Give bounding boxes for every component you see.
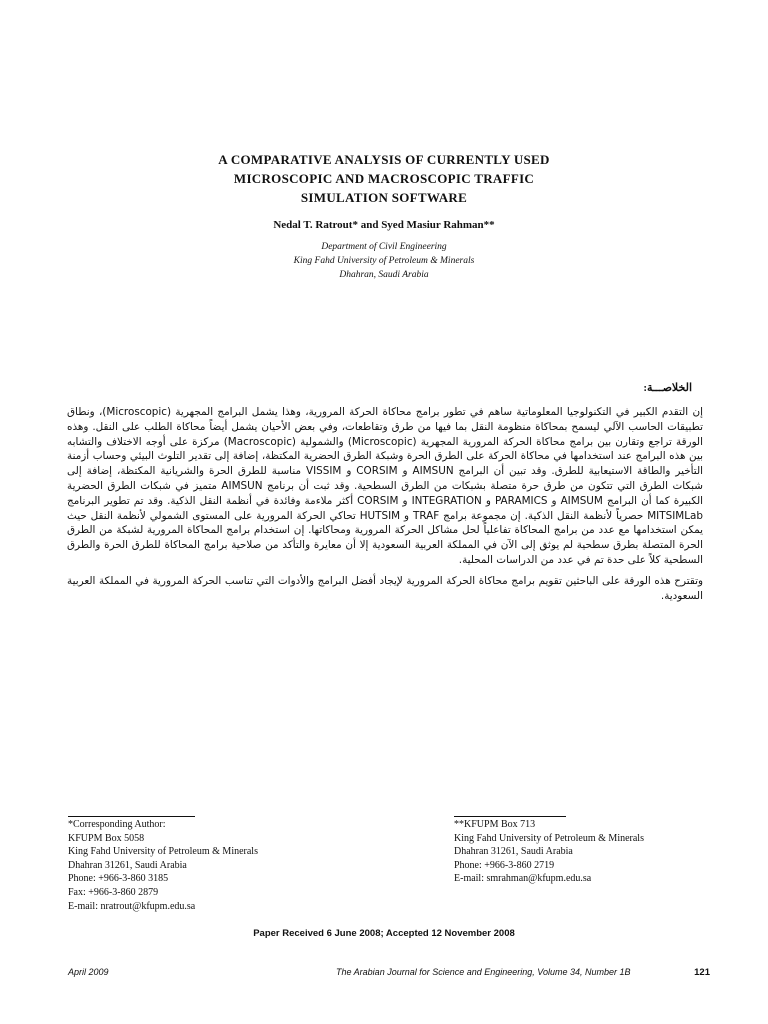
affiliation-department: Department of Civil Engineering bbox=[321, 242, 447, 252]
author-list: Nedal T. Ratrout* and Syed Masiur Rahman** bbox=[273, 219, 495, 231]
affiliation bbox=[0, 240, 768, 282]
corresponding-author-contact bbox=[68, 818, 258, 913]
abstract-heading: الخلاصـــة: bbox=[643, 382, 692, 394]
title-line-1: A COMPARATIVE ANALYSIS OF CURRENTLY USED bbox=[218, 152, 550, 167]
corresponding-author-city: Dhahran 31261, Saudi Arabia bbox=[68, 859, 187, 871]
affiliation-university: King Fahd University of Petroleum & Minerals bbox=[293, 256, 475, 266]
affiliation-location: Dhahran, Saudi Arabia bbox=[339, 270, 429, 280]
corresponding-author-box: KFUPM Box 5058 bbox=[68, 832, 145, 844]
second-author-phone: Phone: +966-3-860 2719 bbox=[454, 859, 555, 871]
second-author-box: **KFUPM Box 713 bbox=[454, 819, 536, 830]
title-line-2: MICROSCOPIC AND MACROSCOPIC TRAFFIC bbox=[233, 171, 535, 186]
paper-title bbox=[120, 150, 648, 207]
second-author-city: Dhahran 31261, Saudi Arabia bbox=[454, 846, 573, 858]
footer-date: April 2009 bbox=[68, 967, 109, 977]
abstract-paragraph-1: إن التقدم الكبير في التكنولوجيا المعلوماتية ساهم في تطور برامج محاكاة الحركة المرورية، وهذا يشمل البرامج المجهرية (Microscopic)، ونطاق تطبيقات الحاسب الآلي ليسمح بمحاكاة منظومة النقل بما فيها من طرق وتقاطعات، وفي بعض الأحيان يشمل أيضاً محاكاة الطلب على النقل. وهذه الورقة تراجع وتقارن بين برامج محاكاة الحركة المرورية المجهرية (Microscopic) والشمولية (Macroscopic) مركزة على أوجه الاختلاف والتشابه بين هذه البرامج عند استخدامها في محاكاة الحركة على الطرق الحرة وشبكة الطرق الحضرية المكتظة، إضافة إلى تقدير التلوث البيئي وحساب أزمنة التأخير والطاقة الاستيعابية للطرق. وقد تبين أن البرامج AIMSUN و CORSIM و VISSIM مناسبة للطرق الحرة والشريانية المكتظة، إضافة إلى شبكات الطرق التي تتكون من طرق حرة متصلة بشبكات من الطرق السطحية. وقد ثبت أن برنامج AIMSUN متميز في شبكات الطرق الحضرية الكبيرة كما أن البرامج AIMSUM و PARAMICS و INTEGRATION و CORSIM أكثر ملاءمة وفائدة في أنظمة النقل الذكية. وقد تم تطوير البرنامج MITSIMLab حصرياً لأنظمة النقل الذكية. إن مجموعة برامج TRAF و HUTSIM تحاكي الحركة المرورية على المستوى الشمولي لأنظمة النقل حيث يمكن استخدامها مع عدد من برامج المحاكاة تفاعلياً لحل مشاكل الحركة المرورية ومحاكاتها. إن استخدام برامج المحاكاة المرورية لشبكة من الطرق الحرة المتصلة بطرق سطحية لم يوثق إلى الآن في المملكة العربية السعودية إلا أن معايرة والتأكد من صلاحية برامج المحاكاة للطرق الحرة والطرق السطحية كلاً على حدة تم في عدد من الدراسات المحلية. bbox=[67, 406, 704, 566]
footer-journal: The Arabian Journal for Science and Engineering, Volume 34, Number 1B bbox=[336, 967, 631, 977]
second-author-contact bbox=[454, 818, 644, 886]
footnote-divider-right bbox=[454, 816, 566, 817]
page-number: 121 bbox=[694, 967, 710, 978]
footnote-divider-left bbox=[68, 816, 195, 817]
corresponding-author-email: E-mail: nratrout@kfupm.edu.sa bbox=[68, 900, 196, 912]
corresponding-author-label: *Corresponding Author: bbox=[68, 819, 166, 830]
second-author-university: King Fahd University of Petroleum & Minerals bbox=[454, 832, 644, 844]
abstract-paragraph-2: وتقترح هذه الورقة على الباحثين تقويم برامج محاكاة الحركة المرورية لإيجاد أفضل البرامج والأدوات التي تناسب الحركة المرورية في المملكة العربية السعودية. bbox=[67, 574, 703, 602]
received-note: Paper Received 6 June 2008; Accepted 12 November 2008 bbox=[253, 928, 515, 939]
corresponding-author-phone: Phone: +966-3-860 3185 bbox=[68, 873, 169, 885]
corresponding-author-fax: Fax: +966-3-860 2879 bbox=[68, 886, 159, 898]
corresponding-author-university: King Fahd University of Petroleum & Minerals bbox=[68, 846, 258, 858]
title-line-3: SIMULATION SOFTWARE bbox=[300, 190, 468, 205]
second-author-email: E-mail: smrahman@kfupm.edu.sa bbox=[454, 873, 592, 885]
arabic-abstract bbox=[67, 405, 703, 609]
